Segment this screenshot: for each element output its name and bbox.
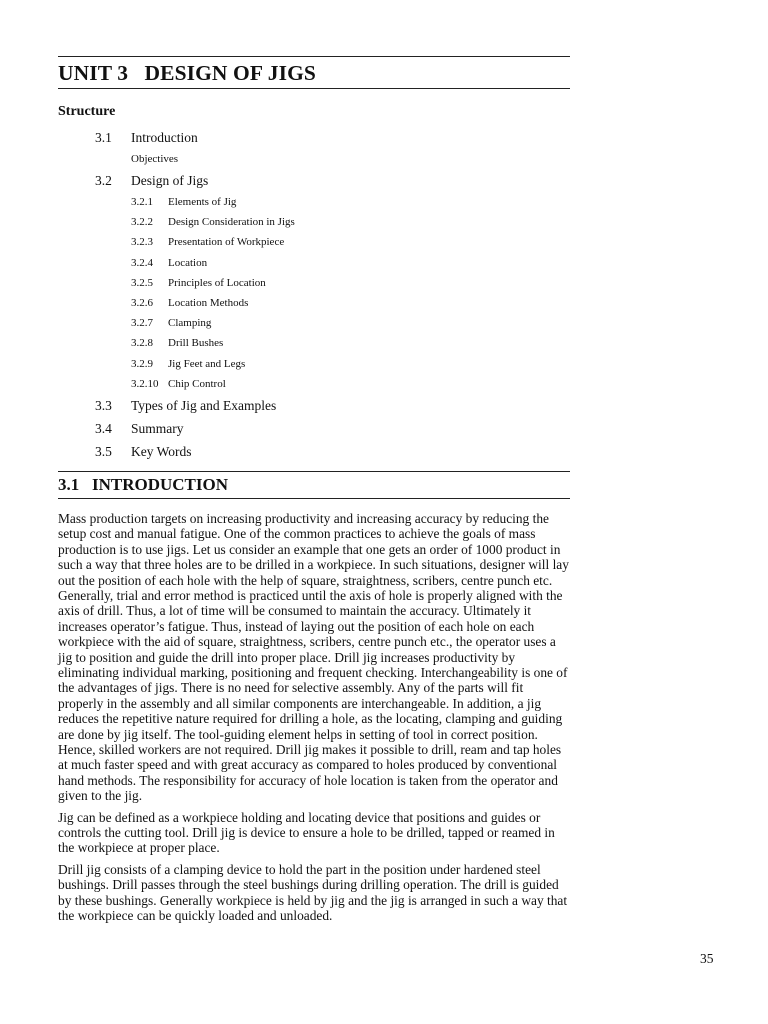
paragraph: Mass production targets on increasing productivity and increasing accuracy by reducing the setup cost and manual fatigue. One of the common practices to achieve the goals of mass production is to use jigs. Let us consider an example that one gets an order of 1000 product in such a way that three holes are to be drilled in a workpiece. In such situations, designer will lay out the position of each hole with the help of square, straightness, scribers, centre punch etc. Generally, trial and error method is practiced until the axis of hole is properly aligned with the axis of drill. Thus, a lot of time will be consumed to maintain the accuracy. Ultimately it increases operator’s fatigue. Thus, instead of laying out the position of each hole on each workpiece with the aid of square, straightness, scribers, centre punch etc., the operator uses a jig to position and guide the drill into proper place. Drill jig increases productivity by eliminating individual marking, positioning and frequent checking. Interchangeability is one of the advantages of jigs. There is no need for selective assembly. Any of the parts will fit properly in the assembly and all similar components are interchangeable. In addition, a jig reduces the repetitive nature required for drilling a hole, as the locating, clamping and guiding are done by jig itself. The tool-guiding element helps in setting of tool in correct position. Hence, skilled workers are not required. Drill jig makes it possible to drill, ream and tap holes at much faster speed and with great accuracy as compared to holes produced by conventional hand methods. The responsibility for accuracy of hole location is taken from the operator and given to the jig. xyxy=(58,510,569,804)
toc-item-label: Key Words xyxy=(131,443,192,459)
toc-item-number: 3.2.8 xyxy=(131,337,153,350)
toc-item-label: Design of Jigs xyxy=(131,173,209,188)
toc-item xyxy=(131,232,570,252)
toc-item-number: 3.1 xyxy=(95,130,112,145)
toc-item xyxy=(95,394,570,417)
toc-item-number: 3.2.3 xyxy=(131,236,153,249)
toc-item-number: 3.2.10 xyxy=(131,377,159,390)
paragraph: Drill jig consists of a clamping device to hold the part in the position under hardened steel bushings. Drill passes through the steel bushings during drilling operation. The drill is guided by these bushings. Generally workpiece is held by jig and the jig is arranged in such a way that the workpiece can be quickly loaded and unloaded. xyxy=(58,861,568,924)
toc-item-number: 3.3 xyxy=(95,397,112,413)
toc-item xyxy=(131,253,570,273)
toc-item xyxy=(131,333,570,353)
toc-item xyxy=(131,149,570,169)
document-page xyxy=(58,56,570,929)
toc-item xyxy=(95,440,570,463)
toc-item-number: 3.2.4 xyxy=(131,256,153,269)
toc-item xyxy=(95,126,570,149)
toc-item-label: Principles of Location xyxy=(168,276,266,289)
toc-item-number: 3.2 xyxy=(95,173,112,188)
body-text xyxy=(58,511,570,924)
toc-item-label: Introduction xyxy=(131,130,198,145)
toc-item-label: Types of Jig and Examples xyxy=(131,397,277,413)
paragraph: Jig can be defined as a workpiece holding and locating device that positions and guides or controls the cutting tool. Drill jig is device to ensure a hole to be drilled, tapped or reamed in the workpiece at proper place. xyxy=(58,809,555,856)
toc-item xyxy=(95,417,570,440)
section-top-rule xyxy=(58,471,570,472)
toc-item-label: Presentation of Workpiece xyxy=(168,236,285,249)
unit-title: UNIT 3 DESIGN OF JIGS xyxy=(58,61,316,85)
title-bottom-rule xyxy=(58,88,570,89)
toc-item-label: Jig Feet and Legs xyxy=(168,357,246,370)
toc-item-label: Objectives xyxy=(131,153,179,165)
toc-item-label: Summary xyxy=(131,420,184,436)
toc-item xyxy=(131,374,570,394)
toc-item xyxy=(131,192,570,212)
toc-item-number: 3.2.6 xyxy=(131,296,153,309)
toc-item-number: 3.2.2 xyxy=(131,216,153,229)
toc-item xyxy=(131,273,570,293)
toc-item xyxy=(131,354,570,374)
section-heading: 3.1 INTRODUCTION xyxy=(58,474,229,494)
toc-item-label: Location Methods xyxy=(168,296,249,309)
toc-item xyxy=(131,293,570,313)
page-number: 35 xyxy=(700,951,714,966)
toc-item-number: 3.2.5 xyxy=(131,276,153,289)
toc-item-label: Location xyxy=(168,256,208,269)
toc-item-label: Drill Bushes xyxy=(168,337,224,350)
toc-item-label: Clamping xyxy=(168,317,212,330)
structure-label: Structure xyxy=(58,104,116,119)
title-top-rule xyxy=(58,56,570,57)
toc-item-number: 3.2.1 xyxy=(131,196,153,208)
toc-item-number: 3.2.9 xyxy=(131,357,153,370)
toc-item-number: 3.2.7 xyxy=(131,317,153,330)
toc-item-label: Design Consideration in Jigs xyxy=(168,216,295,229)
toc-item-label: Elements of Jig xyxy=(168,196,237,208)
toc-item xyxy=(131,313,570,333)
toc-item xyxy=(131,212,570,232)
table-of-contents xyxy=(58,126,570,463)
toc-item-label: Chip Control xyxy=(168,377,226,390)
toc-item-number: 3.4 xyxy=(95,420,112,436)
toc-item xyxy=(95,169,570,192)
toc-item-number: 3.5 xyxy=(95,443,112,459)
